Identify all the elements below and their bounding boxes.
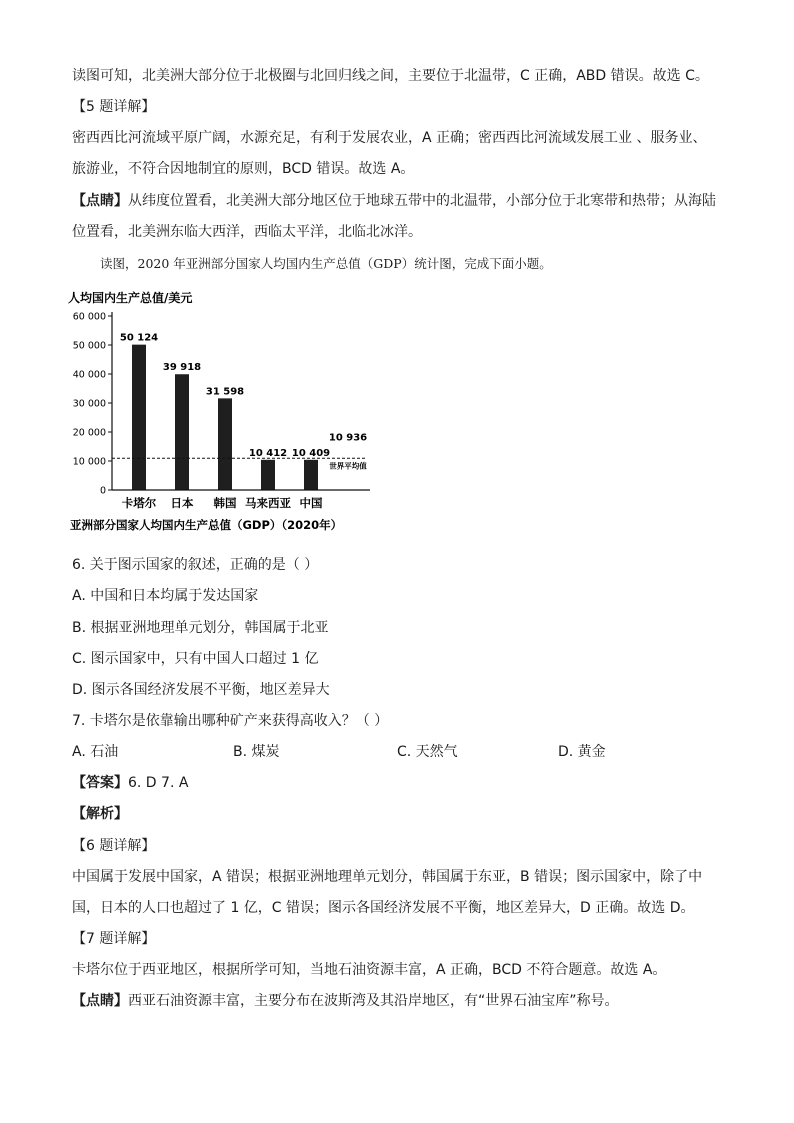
y-tick-label: 40 000 — [72, 369, 106, 381]
bar — [218, 398, 232, 490]
y-axis-label: 人均国内生产总值/美元 — [68, 291, 193, 305]
answer-line — [72, 773, 188, 793]
gdp-bar-chart — [62, 286, 382, 536]
bar — [132, 345, 146, 490]
y-tick-label: 0 — [99, 485, 106, 497]
q6-option-d: D. 图示各国经济发展不平衡，地区差异大 — [72, 682, 330, 698]
world-average-value: 10 936 — [328, 432, 368, 444]
text-line: 旅游业，不符合因地制宜的原则，BCD 错误。故选 A。 — [72, 161, 415, 177]
y-tick-label: 50 000 — [72, 340, 106, 352]
text-line: 国，日本的人口也超过了 1 亿，C 错误；图示各国经济发展不平衡，地区差异大，D 正确。故选 D。 — [72, 900, 695, 916]
x-category-label: 马来西亚 — [245, 496, 291, 510]
text-line: 密西西比河流域平原广阔，水源充足，有利于发展农业，A 正确；密西西比河流域发展工业 、服务业、 — [72, 130, 707, 146]
tip-text: 西亚石油资源丰富，主要分布在波斯湾及其沿岸地区，有“世界石油宝库”称号。 — [128, 993, 619, 1009]
y-tick-label: 60 000 — [72, 311, 106, 323]
tip-text: 从纬度位置看，北美洲大部分地区位于地球五带中的北温带，小部分位于北寒带和热带；从海陆 — [128, 193, 716, 209]
answer-label: 【答案】 — [72, 775, 128, 791]
q6-option-b: B. 根据亚洲地理单元划分，韩国属于北亚 — [72, 620, 329, 636]
world-average-label: 世界平均值 — [329, 461, 367, 471]
x-category-label: 日本 — [170, 496, 194, 510]
q7-option-b: B. 煤炭 — [233, 744, 280, 760]
bar — [261, 460, 275, 490]
q7-option-c: C. 天然气 — [397, 744, 458, 760]
bar-value-label: 10 409 — [291, 447, 331, 459]
text-line: 中国属于发展中国家，A 错误；根据亚洲地理单元划分，韩国属于东亚，B 错误；图示国家中，除了中 — [72, 869, 703, 885]
answer-text: 6. D 7. A — [128, 775, 189, 791]
tip-paragraph — [72, 191, 716, 211]
bar — [304, 460, 318, 490]
q6-heading: 【6 题详解】 — [72, 838, 156, 854]
y-tick-label: 10 000 — [72, 456, 106, 468]
x-category-label: 卡塔尔 — [121, 496, 157, 510]
bar-value-label: 39 918 — [162, 362, 202, 374]
chart-title: 亚洲部分国家人均国内生产总值（GDP）（2020年） — [70, 518, 343, 532]
q7-option-a: A. 石油 — [72, 744, 119, 760]
chart-intro: 读图，2020 年亚洲部分国家人均国内生产总值（GDP）统计图，完成下面小题。 — [100, 256, 552, 271]
q6-option-a: A. 中国和日本均属于发达国家 — [72, 588, 259, 604]
q5-heading: 【5 题详解】 — [72, 99, 156, 115]
y-tick-label: 20 000 — [72, 427, 106, 439]
bar — [175, 374, 189, 490]
question-7: 7. 卡塔尔是依靠输出哪种矿产来获得高收入？（ ） — [72, 713, 389, 729]
tip-paragraph — [72, 991, 619, 1011]
q7-option-d: D. 黄金 — [558, 744, 606, 760]
bar-value-label: 31 598 — [205, 386, 245, 398]
text-line: 卡塔尔位于西亚地区，根据所学可知，当地石油资源丰富，A 正确，BCD 不符合题意。故选 A。 — [72, 962, 667, 978]
question-6: 6. 关于图示国家的叙述，正确的是（ ） — [72, 557, 319, 573]
tip-label: 【点睛】 — [72, 993, 128, 1009]
x-category-label: 中国 — [299, 496, 323, 510]
bar-value-label: 10 412 — [248, 447, 288, 459]
q7-heading: 【7 题详解】 — [72, 931, 156, 947]
y-tick-label: 30 000 — [72, 398, 106, 410]
bar-value-label: 50 124 — [119, 332, 159, 344]
tip-label: 【点睛】 — [72, 193, 128, 209]
x-category-label: 韩国 — [213, 496, 237, 510]
text-line: 位置看，北美洲东临大西洋，西临太平洋，北临北冰洋。 — [72, 224, 422, 240]
text-line: 读图可知，北美洲大部分位于北极圈与北回归线之间，主要位于北温带，C 正确，ABD 错误。故选 C。 — [72, 68, 709, 84]
q6-option-c: C. 图示国家中，只有中国人口超过 1 亿 — [72, 651, 319, 667]
analysis-label: 【解析】 — [72, 806, 128, 822]
